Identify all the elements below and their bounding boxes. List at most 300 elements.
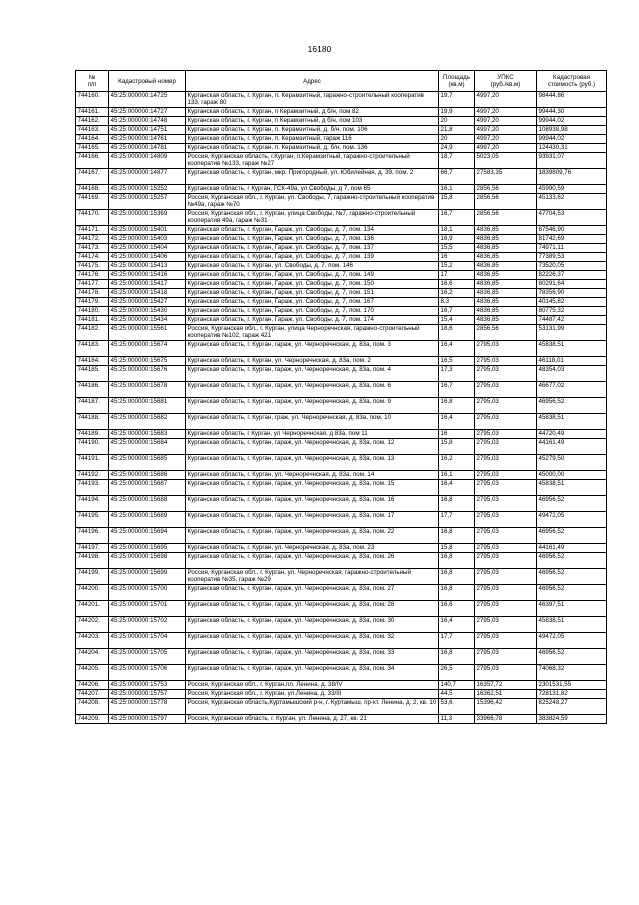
cadastral-value-cell: 45838,51	[537, 414, 607, 430]
row-number-cell: 744173.	[76, 244, 109, 253]
cadastral-value-cell: 46956,52	[537, 585, 607, 601]
table-row	[76, 585, 607, 601]
cadastral-number-cell: 45:25:000000:15757	[109, 690, 186, 699]
upks-cell: 2795,03	[475, 382, 537, 398]
row-number-cell: 744163.	[76, 126, 109, 135]
area-cell: 16,4	[439, 414, 475, 430]
cadastral-value-cell: 74068,32	[537, 665, 607, 681]
row-number-cell: 744207.	[76, 690, 109, 699]
upks-cell: 4836,85	[475, 235, 537, 244]
cadastral-value-cell: 87546,90	[537, 226, 607, 235]
address-cell: Курганская область, г. Курган, Гараж, ул. Свободы, д. 7, пом. 137	[186, 244, 439, 253]
address-cell: Курганская область, г. Курган, п. Керамзитный, гараж 116	[186, 135, 439, 144]
area-cell: 66,7	[439, 169, 475, 185]
cadastral-value-cell: 46677,02	[537, 382, 607, 398]
area-cell: 15,4	[439, 316, 475, 325]
upks-cell: 4836,85	[475, 298, 537, 307]
row-number-cell: 744205.	[76, 665, 109, 681]
upks-cell: 4997,20	[475, 92, 537, 108]
area-cell: 15,8	[439, 194, 475, 210]
cadastral-number-cell: 45:25:000000:14725	[109, 92, 186, 108]
area-cell: 16,7	[439, 210, 475, 226]
cadastral-number-cell: 45:25:000000:15675	[109, 357, 186, 366]
row-number-cell: 744194.	[76, 496, 109, 512]
area-cell: 15,8	[439, 439, 475, 455]
address-cell: Курганская область, г. Курган, мкр. Пригородный, ул. Юбилейная, д. 39, пом. 2	[186, 169, 439, 185]
upks-cell: 2795,03	[475, 480, 537, 496]
cadastral-number-cell: 45:25:000000:15701	[109, 601, 186, 617]
address-cell: Курганская область, г. Курган, Гараж, ул. Свободы, д. 7, пом. 139	[186, 253, 439, 262]
area-cell: 140,7	[439, 681, 475, 690]
cadastral-number-cell: 45:25:000000:15687	[109, 480, 186, 496]
area-cell: 17	[439, 271, 475, 280]
upks-cell: 2795,03	[475, 617, 537, 633]
address-cell: Россия, Курганская область, г.Курган, п.Керамзитный, гаражно-строительный кооператив №133, гараж №27	[186, 153, 439, 169]
cadastral-number-cell: 45:25:000000:15681	[109, 398, 186, 414]
row-number-cell: 744164.	[76, 135, 109, 144]
area-cell: 16,2	[439, 289, 475, 298]
area-cell: 16,4	[439, 341, 475, 357]
cadastral-number-cell: 45:25:000000:15702	[109, 617, 186, 633]
row-number-cell: 744168.	[76, 185, 109, 194]
cadastral-value-cell: 45838,51	[537, 617, 607, 633]
cadastral-number-cell: 45:25:000000:15413	[109, 262, 186, 271]
cadastral-value-cell: 45133,62	[537, 194, 607, 210]
table-row	[76, 715, 607, 724]
address-cell: Курганская область, г. Курган, Гараж, ул. Свободы, д. 7, пом. 170	[186, 307, 439, 316]
cadastral-value-cell: 44161,49	[537, 439, 607, 455]
area-cell: 15,8	[439, 544, 475, 553]
cadastral-number-cell: 45:25:000000:14748	[109, 117, 186, 126]
row-number-cell: 744182.	[76, 325, 109, 341]
upks-cell: 2795,03	[475, 471, 537, 480]
cadastral-value-cell: 44161,49	[537, 544, 607, 553]
area-cell: 17,3	[439, 366, 475, 382]
cadastral-value-cell: 46956,52	[537, 649, 607, 665]
area-cell: 20	[439, 117, 475, 126]
area-cell: 16,8	[439, 528, 475, 544]
address-cell: Курганская область, г. Курган, Гараж, ул. Свободы, д. 7, пом. 136	[186, 235, 439, 244]
cadastral-value-cell: 99944,02	[537, 135, 607, 144]
area-cell: 11,3	[439, 715, 475, 724]
row-number-cell: 744195.	[76, 512, 109, 528]
row-number-cell: 744191.	[76, 455, 109, 471]
header-cadastral-value: Кадастровая стоимость (руб.)	[537, 71, 607, 92]
upks-cell: 2795,03	[475, 633, 537, 649]
cadastral-number-cell: 45:25:000000:15699	[109, 569, 186, 585]
table-row	[76, 126, 607, 135]
cadastral-value-cell: 82226,37	[537, 271, 607, 280]
address-cell: Курганская область, г Курган, ГСК-49а, ул Свободы, д 7, пом 65	[186, 185, 439, 194]
cadastral-value-cell: 124430,31	[537, 144, 607, 153]
cadastral-value-cell: 78356,90	[537, 289, 607, 298]
table-row	[76, 480, 607, 496]
cadastral-value-cell: 74487,42	[537, 316, 607, 325]
table-row	[76, 316, 607, 325]
cadastral-number-cell: 45:25:000000:15434	[109, 316, 186, 325]
cadastral-value-cell: 93931,07	[537, 153, 607, 169]
row-number-cell: 744170.	[76, 210, 109, 226]
cadastral-number-cell: 45:25:000000:14877	[109, 169, 186, 185]
upks-cell: 4836,85	[475, 280, 537, 289]
upks-cell: 2795,03	[475, 649, 537, 665]
upks-cell: 2856,56	[475, 185, 537, 194]
table-row	[76, 108, 607, 117]
cadastral-number-cell: 45:25:000000:15698	[109, 553, 186, 569]
upks-cell: 4836,85	[475, 226, 537, 235]
area-cell: 16,4	[439, 617, 475, 633]
area-cell: 15,2	[439, 262, 475, 271]
table-row	[76, 307, 607, 316]
cadastral-value-cell: 80291,64	[537, 280, 607, 289]
area-cell: 53,6	[439, 699, 475, 715]
area-cell: 16,8	[439, 553, 475, 569]
row-number-cell: 744201.	[76, 601, 109, 617]
cadastral-number-cell: 45:25:000000:15561	[109, 325, 186, 341]
area-cell: 15,5	[439, 244, 475, 253]
row-number-cell: 744162.	[76, 117, 109, 126]
header-upks: УПКС (руб./кв.м)	[475, 71, 537, 92]
cadastral-value-cell: 45838,51	[537, 341, 607, 357]
cadastral-value-cell: 46956,52	[537, 528, 607, 544]
address-cell: Курганская область, г. Курган, гараж, ул. Черноречнская, д. 83а, пом. 27	[186, 585, 439, 601]
address-cell: Курганская область, г. Курган, гараж, ул. Черноречнская, д. 83а, пом. 15	[186, 480, 439, 496]
upks-cell: 2856,56	[475, 194, 537, 210]
area-cell: 8,3	[439, 298, 475, 307]
table-row	[76, 569, 607, 585]
cadastral-number-cell: 45:25:000000:15417	[109, 280, 186, 289]
upks-cell: 4836,85	[475, 262, 537, 271]
address-cell: Курганская область, г. Курган, гараж, ул. Черноречнская, д. 83а, пом. 30	[186, 617, 439, 633]
row-number-cell: 744165.	[76, 144, 109, 153]
cadastral-value-cell: 46956,52	[537, 496, 607, 512]
upks-cell: 27583,35	[475, 169, 537, 185]
area-cell: 16,5	[439, 357, 475, 366]
table-row	[76, 325, 607, 341]
area-cell: 16	[439, 430, 475, 439]
table-row	[76, 496, 607, 512]
cadastral-number-cell: 45:25:000000:15682	[109, 414, 186, 430]
address-cell: Россия, Курганская область,Куртамышский р-н, г. Куртамыш, пр-кт. Ленина, д. 2, кв. 10	[186, 699, 439, 715]
address-cell: Курганская область, г Курган, ул Черноречнская, д 83а, пом 11	[186, 430, 439, 439]
address-cell: Курганская область, г. Курган, гараж, ул. Черноречнская, д. 83а, пом. 33	[186, 649, 439, 665]
upks-cell: 2795,03	[475, 528, 537, 544]
area-cell: 19,7	[439, 92, 475, 108]
area-cell: 16,6	[439, 280, 475, 289]
table-row	[76, 455, 607, 471]
address-cell: Курганская область, г. Курган, ул. Черноречнская, д. 83а, пом. 2	[186, 357, 439, 366]
table-row	[76, 185, 607, 194]
address-cell: Курганская область, г. Курган, Гараж, ул. Свободы, д. 7, пом. 134	[186, 226, 439, 235]
cadastral-value-cell: 99944,02	[537, 117, 607, 126]
row-number-cell: 744199.	[76, 569, 109, 585]
table-row	[76, 253, 607, 262]
row-number-cell: 744202.	[76, 617, 109, 633]
table-row	[76, 601, 607, 617]
area-cell: 18,6	[439, 325, 475, 341]
address-cell: Курганская область, г. Курган, гараж, ул. Черноречнская, д. 83а, пом. 26	[186, 553, 439, 569]
row-number-cell: 744206.	[76, 681, 109, 690]
address-cell: Курганская область, г. Курган, Гараж, ул. Свободы, д. 7, пом. 150	[186, 280, 439, 289]
upks-cell: 4997,20	[475, 126, 537, 135]
upks-cell: 4836,85	[475, 244, 537, 253]
table-row	[76, 341, 607, 357]
address-cell: Курганская область, г. Курган, гараж, ул. Черноречнская, д. 83а, пом. 34	[186, 665, 439, 681]
address-cell: Курганская область, г. Курган, Гараж, ул. Свободы, д. 7, пом. 151	[186, 289, 439, 298]
area-cell: 24,9	[439, 144, 475, 153]
area-cell: 16,8	[439, 585, 475, 601]
address-cell: Россия, Курганская обл., г. Курган, ул. Черноречнская, гаражно-строительный кооператив №35, гараж №29	[186, 569, 439, 585]
address-cell: Россия, Курганская обл., г. Курган, ул.Ленина, д. 33/III	[186, 690, 439, 699]
upks-cell: 2795,03	[475, 569, 537, 585]
address-cell: Россия, Курганская обл., г. Курган, ул. Свободы, 7, гаражно-строительный кооператив №49а, гараж №70	[186, 194, 439, 210]
cadastral-number-cell: 45:25:000000:15401	[109, 226, 186, 235]
table-row	[76, 382, 607, 398]
address-cell: Курганская область, г. Курган, ул. Черноречнская, д. 83а, пом. 14	[186, 471, 439, 480]
table-row	[76, 617, 607, 633]
cadastral-value-cell: 45990,59	[537, 185, 607, 194]
cadastral-value-cell: 45279,50	[537, 455, 607, 471]
area-cell: 16,7	[439, 382, 475, 398]
cadastral-value-cell: 49472,05	[537, 633, 607, 649]
address-cell: Курганская область, г. Курган, гараж, ул. Черноречнская, д. 83а, пом. 32	[186, 633, 439, 649]
area-cell: 16,2	[439, 455, 475, 471]
table-row	[76, 633, 607, 649]
cadastral-value-cell: 46956,52	[537, 569, 607, 585]
cadastral-value-cell: 46118,01	[537, 357, 607, 366]
cadastral-number-cell: 45:25:000000:14751	[109, 126, 186, 135]
table-row	[76, 439, 607, 455]
upks-cell: 2795,03	[475, 430, 537, 439]
upks-cell: 4836,85	[475, 316, 537, 325]
row-number-cell: 744175.	[76, 262, 109, 271]
address-cell: Курганская область, г. Курган, гараж, ул. Черноречнская, д. 83а, пом. 9	[186, 398, 439, 414]
address-cell: Курганская область, г. Курган, п Керамзитный, д б/н, пом 82	[186, 108, 439, 117]
upks-cell: 4836,85	[475, 307, 537, 316]
row-number-cell: 744203.	[76, 633, 109, 649]
address-cell: Курганская область, г. Курган, ул. Свободы, д. 7, пом. 146	[186, 262, 439, 271]
cadastral-value-cell: 98444,86	[537, 92, 607, 108]
cadastral-value-cell: 728131,82	[537, 690, 607, 699]
table-body	[76, 92, 607, 724]
area-cell: 19,9	[439, 108, 475, 117]
table-row	[76, 681, 607, 690]
table-row	[76, 289, 607, 298]
cadastral-number-cell: 45:25:000000:15406	[109, 253, 186, 262]
table-row	[76, 690, 607, 699]
area-cell: 16,7	[439, 307, 475, 316]
row-number-cell: 744181.	[76, 316, 109, 325]
area-cell: 21,8	[439, 126, 475, 135]
cadastral-value-cell: 825248,27	[537, 699, 607, 715]
cadastral-value-cell: 45838,51	[537, 480, 607, 496]
row-number-cell: 744176.	[76, 271, 109, 280]
cadastral-number-cell: 45:25:000000:15684	[109, 439, 186, 455]
cadastral-value-cell: 45000,00	[537, 471, 607, 480]
cadastral-number-cell: 45:25:000000:14727	[109, 108, 186, 117]
upks-cell: 2856,56	[475, 325, 537, 341]
upks-cell: 2795,03	[475, 366, 537, 382]
upks-cell: 2795,03	[475, 439, 537, 455]
area-cell: 16,8	[439, 649, 475, 665]
address-cell: Курганская область, г. Курган, гараж, ул. Черноречнская, д. 83а, пом. 17	[186, 512, 439, 528]
cadastral-value-cell: 383824,59	[537, 715, 607, 724]
cadastral-number-cell: 45:25:000000:15706	[109, 665, 186, 681]
row-number-cell: 744169.	[76, 194, 109, 210]
upks-cell: 4997,20	[475, 144, 537, 153]
table-row	[76, 544, 607, 553]
table-row	[76, 194, 607, 210]
cadastral-value-cell: 74971,11	[537, 244, 607, 253]
address-cell: Курганская область, г. Курган, Гараж, ул. Свободы, д. 7, пом. 167	[186, 298, 439, 307]
table-row	[76, 235, 607, 244]
cadastral-value-cell: 47704,53	[537, 210, 607, 226]
table-header-row	[76, 71, 607, 92]
cadastral-number-cell: 45:25:000000:15685	[109, 455, 186, 471]
address-cell: Курганская область, г. Курган, ул. Черноречнская, д. 83а, пом. 23	[186, 544, 439, 553]
cadastral-value-cell: 99444,30	[537, 108, 607, 117]
cadastral-number-cell: 45:25:000000:15688	[109, 496, 186, 512]
cadastral-value-cell: 46397,51	[537, 601, 607, 617]
cadastral-number-cell: 45:25:000000:15676	[109, 366, 186, 382]
area-cell: 16,6	[439, 601, 475, 617]
cadastral-number-cell: 45:25:000000:15369	[109, 210, 186, 226]
cadastral-value-cell: 46956,52	[537, 553, 607, 569]
cadastral-number-cell: 45:25:000000:14781	[109, 144, 186, 153]
table-row	[76, 649, 607, 665]
upks-cell: 16357,72	[475, 681, 537, 690]
table-row	[76, 271, 607, 280]
table-row	[76, 210, 607, 226]
row-number-cell: 744172.	[76, 235, 109, 244]
table-row	[76, 144, 607, 153]
row-number-cell: 744209.	[76, 715, 109, 724]
table-row	[76, 471, 607, 480]
table-row	[76, 92, 607, 108]
header-area: Площадь (кв.м)	[439, 71, 475, 92]
table-row	[76, 226, 607, 235]
row-number-cell: 744186.	[76, 382, 109, 398]
upks-cell: 2795,03	[475, 398, 537, 414]
upks-cell: 2795,03	[475, 455, 537, 471]
table-row	[76, 430, 607, 439]
row-number-cell: 744174.	[76, 253, 109, 262]
upks-cell: 2795,03	[475, 585, 537, 601]
address-cell: Курганская область, г. Курган, гараж, ул. Черноречнская, д. 83а, пом. 4	[186, 366, 439, 382]
upks-cell: 2795,03	[475, 553, 537, 569]
area-cell: 17,7	[439, 512, 475, 528]
cadastral-table	[75, 70, 607, 724]
table-row	[76, 366, 607, 382]
table-row	[76, 244, 607, 253]
cadastral-value-cell: 77389,53	[537, 253, 607, 262]
table-row	[76, 512, 607, 528]
upks-cell: 2795,03	[475, 544, 537, 553]
cadastral-number-cell: 45:25:000000:15404	[109, 244, 186, 253]
table-row	[76, 153, 607, 169]
cadastral-number-cell: 45:25:000000:15416	[109, 271, 186, 280]
area-cell: 16,9	[439, 235, 475, 244]
cadastral-value-cell: 1839809,76	[537, 169, 607, 185]
row-number-cell: 744178.	[76, 289, 109, 298]
address-cell: Россия, Курганская обл., г. Курган, улица Свободы, №7, гаражно-строительный кооператив 49а, гараж №31	[186, 210, 439, 226]
header-address: Адрес	[186, 71, 439, 92]
cadastral-value-cell: 48354,03	[537, 366, 607, 382]
table-row	[76, 298, 607, 307]
address-cell: Россия, Курганская обл., г. Курган,пл. Ленина, д. 38/IV	[186, 681, 439, 690]
header-row-number: № п/п	[76, 71, 109, 92]
row-number-cell: 744192.	[76, 471, 109, 480]
cadastral-number-cell: 45:25:000000:15797	[109, 715, 186, 724]
area-cell: 18,7	[439, 153, 475, 169]
row-number-cell: 744204.	[76, 649, 109, 665]
cadastral-number-cell: 45:25:000000:15704	[109, 633, 186, 649]
upks-cell: 4836,85	[475, 253, 537, 262]
upks-cell: 2856,56	[475, 210, 537, 226]
cadastral-value-cell: 81742,69	[537, 235, 607, 244]
cadastral-value-cell: 73520,05	[537, 262, 607, 271]
table-row	[76, 414, 607, 430]
area-cell: 16,1	[439, 185, 475, 194]
cadastral-number-cell: 45:25:000000:15689	[109, 512, 186, 528]
area-cell: 17,7	[439, 633, 475, 649]
cadastral-value-cell: 49472,05	[537, 512, 607, 528]
upks-cell: 2795,03	[475, 357, 537, 366]
cadastral-number-cell: 45:25:000000:15694	[109, 528, 186, 544]
area-cell: 26,5	[439, 665, 475, 681]
cadastral-number-cell: 45:25:000000:15683	[109, 430, 186, 439]
table-row	[76, 357, 607, 366]
cadastral-value-cell: 2301531,55	[537, 681, 607, 690]
row-number-cell: 744200.	[76, 585, 109, 601]
row-number-cell: 744188.	[76, 414, 109, 430]
header-cadastral-number: Кадастровый номер	[109, 71, 186, 92]
row-number-cell: 744185.	[76, 366, 109, 382]
row-number-cell: 744198.	[76, 553, 109, 569]
address-cell: Курганская область, г. Курган, граж, ул. Черноречнская, д. 83а, пом. 10	[186, 414, 439, 430]
cadastral-number-cell: 45:25:000000:14761	[109, 135, 186, 144]
area-cell: 20	[439, 135, 475, 144]
row-number-cell: 744187.	[76, 398, 109, 414]
address-cell: Курганская область, г. Курган, гараж, ул. Черноречнская, д. 83а, пом. 28	[186, 601, 439, 617]
table-row	[76, 553, 607, 569]
table-row	[76, 528, 607, 544]
area-cell: 16,4	[439, 480, 475, 496]
upks-cell: 4997,20	[475, 108, 537, 117]
address-cell: Курганская область, г. Курган, гараж, ул. Черноречнская, д. 83а, пом. 3	[186, 341, 439, 357]
upks-cell: 33966,78	[475, 715, 537, 724]
cadastral-value-cell: 53131,99	[537, 325, 607, 341]
upks-cell: 2795,03	[475, 496, 537, 512]
cadastral-number-cell: 45:25:000000:15753	[109, 681, 186, 690]
table-row	[76, 117, 607, 126]
upks-cell: 4836,85	[475, 289, 537, 298]
area-cell: 44,5	[439, 690, 475, 699]
area-cell: 16,8	[439, 496, 475, 512]
address-cell: Курганская область, г. Курган, гараж, ул. Черноречнская, д. 83а, пом. 6	[186, 382, 439, 398]
row-number-cell: 744167.	[76, 169, 109, 185]
row-number-cell: 744197.	[76, 544, 109, 553]
table-row	[76, 398, 607, 414]
cadastral-number-cell: 45:25:000000:15695	[109, 544, 186, 553]
row-number-cell: 744208.	[76, 699, 109, 715]
row-number-cell: 744193.	[76, 480, 109, 496]
upks-cell: 4836,85	[475, 271, 537, 280]
cadastral-number-cell: 45:25:000000:15705	[109, 649, 186, 665]
upks-cell: 16362,51	[475, 690, 537, 699]
cadastral-value-cell: 46956,52	[537, 398, 607, 414]
upks-cell: 2795,03	[475, 665, 537, 681]
